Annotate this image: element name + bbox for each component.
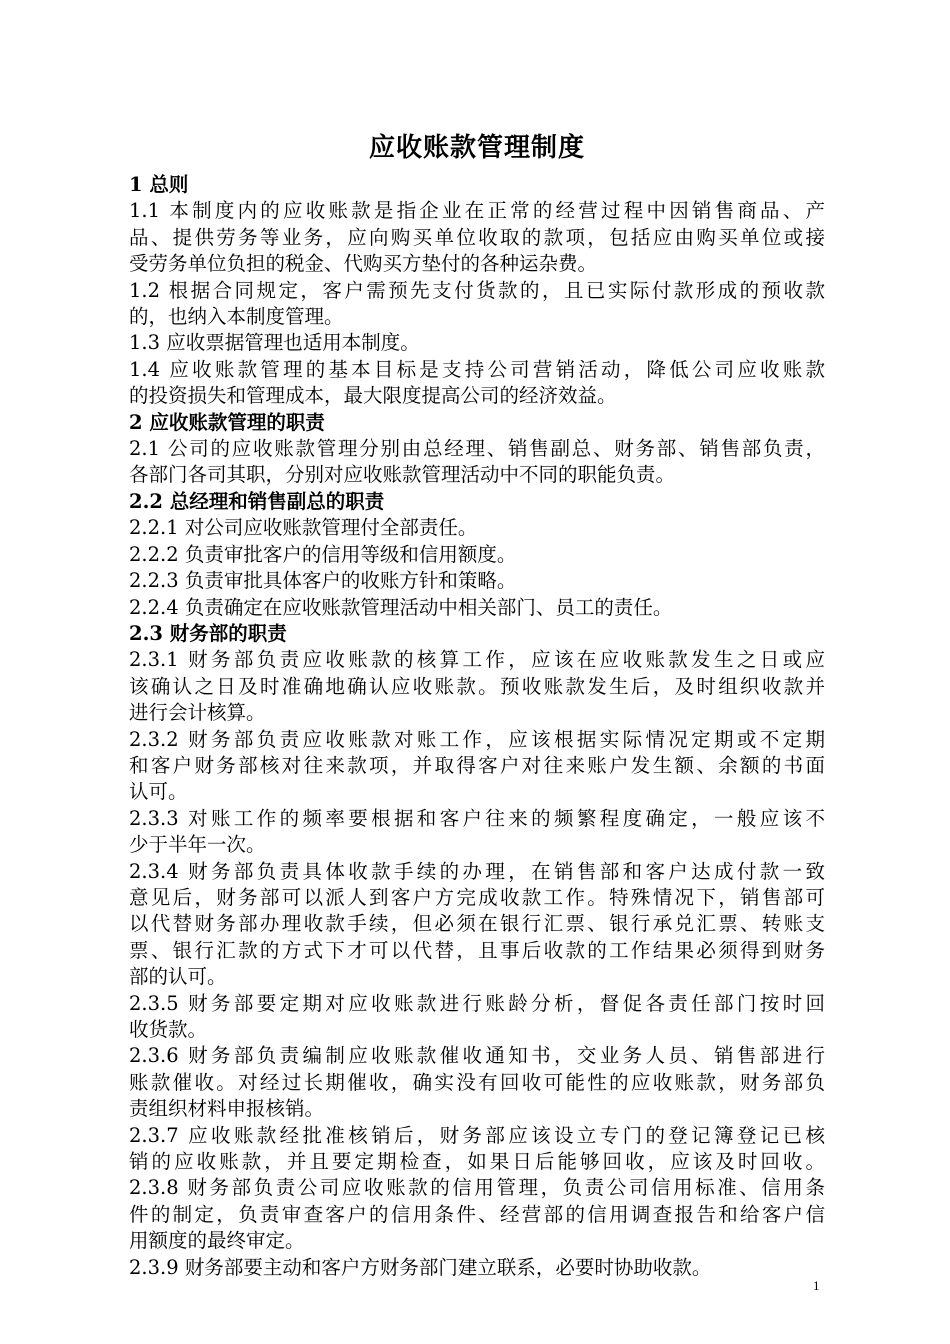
paragraph-line: 该确认之日及时准确地确认应收账款。预收账款发生后，及时组织收款并 [129, 674, 825, 698]
page-number: 1 [813, 1278, 820, 1293]
paragraph-line: 责组织材料申报核销。 [129, 1097, 325, 1121]
paragraph-line: 受劳务单位负担的税金、代购买方垫付的各种运杂费。 [129, 252, 598, 276]
paragraph-line: 2.3.6 财务部负责编制应收账款催收通知书，交业务人员、销售部进行 [129, 1044, 825, 1068]
document-body [129, 172, 825, 1281]
paragraph-line: 账款催收。对经过长期催收，确实没有回收可能性的应收账款，财务部负 [129, 1070, 825, 1094]
paragraph-line: 2.3.3 对账工作的频率要根据和客户往来的频繁程度确定，一般应该不 [129, 806, 825, 830]
paragraph-line: 2.3.5 财务部要定期对应收账款进行账龄分析，督促各责任部门按时回 [129, 991, 825, 1015]
paragraph-line: 和客户财务部核对往来款项，并取得客户对往来账户发生额、余额的书面 [129, 753, 825, 777]
paragraph-line: 件的制定，负责审查客户的信用条件、经营部的信用调查报告和给客户信 [129, 1202, 825, 1226]
paragraph-line: 2.2.3 负责审批具体客户的收账方针和策略。 [129, 569, 517, 593]
paragraph-line: 2.3.8 财务部负责公司应收账款的信用管理，负责公司信用标准、信用条 [129, 1176, 825, 1200]
paragraph-line: 2.2.1 对公司应收账款管理付全部责任。 [129, 516, 478, 540]
paragraph-line: 意见后，财务部可以派人到客户方完成收款工作。特殊情况下，销售部可 [129, 885, 825, 909]
section-heading: 2.2 总经理和销售副总的职责 [129, 489, 385, 513]
paragraph-line: 认可。 [129, 780, 188, 804]
paragraph-line: 的，也纳入本制度管理。 [129, 305, 344, 329]
paragraph-line: 收货款。 [129, 1018, 208, 1041]
paragraph-line: 2.3.7 应收账款经批准核销后，财务部应该设立专门的登记簿登记已核 [129, 1123, 825, 1147]
paragraph-line: 少于半年一次。 [129, 833, 266, 857]
section-heading: 1 总则 [129, 173, 189, 196]
paragraph-line: 2.3.1 财务部负责应收账款的核算工作，应该在应收账款发生之日或应 [129, 648, 825, 672]
paragraph-line: 2.3.4 财务部负责具体收款手续的办理，在销售部和客户达成付款一致 [129, 859, 825, 883]
paragraph-line: 以代替财务部办理收款手续，但必须在银行汇票、银行承兑汇票、转账支 [129, 912, 825, 936]
paragraph-line: 的投资损失和管理成本，最大限度提高公司的经济效益。 [129, 384, 617, 408]
paragraph-line: 各部门各司其职，分别对应收账款管理活动中不同的职能负责。 [129, 463, 676, 487]
paragraph-line: 1.4 应收账款管理的基本目标是支持公司营销活动，降低公司应收账款 [129, 357, 825, 381]
paragraph-line: 票、银行汇款的方式下才可以代替，且事后收款的工作结果必须得到财务 [129, 938, 825, 962]
paragraph-line: 用额度的最终审定。 [129, 1229, 305, 1253]
paragraph-line: 2.1 公司的应收账款管理分别由总经理、销售副总、财务部、销售部负责， [129, 437, 825, 461]
paragraph-line: 部的认可。 [129, 965, 227, 989]
section-heading: 2.3 财务部的职责 [129, 621, 287, 645]
paragraph-line: 销的应收账款，并且要定期检查，如果日后能够回收，应该及时回收。 [129, 1150, 825, 1174]
document-title: 应收账款管理制度 [368, 133, 585, 163]
paragraph-line: 2.3.9 财务部要主动和客户方财务部门建立联系，必要时协助收款。 [129, 1255, 712, 1279]
paragraph-line: 2.3.2 财务部负责应收账款对账工作，应该根据实际情况定期或不定期 [129, 727, 825, 751]
paragraph-line: 1.3 应收票据管理也适用本制度。 [129, 331, 420, 355]
paragraph-line: 2.2.2 负责审批客户的信用等级和信用额度。 [129, 542, 517, 566]
document-page [129, 128, 825, 1281]
paragraph-line: 进行会计核算。 [129, 701, 266, 725]
paragraph-line: 品、提供劳务等业务，应向购买单位收取的款项，包括应由购买单位或接 [129, 225, 825, 249]
paragraph-line: 1.1 本制度内的应收账款是指企业在正常的经营过程中因销售商品、产 [129, 199, 825, 223]
section-heading: 2 应收账款管理的职责 [129, 410, 325, 434]
paragraph-line: 2.2.4 负责确定在应收账款管理活动中相关部门、员工的责任。 [129, 595, 673, 619]
paragraph-line: 1.2 根据合同规定，客户需预先支付货款的，且已实际付款形成的预收款 [129, 278, 825, 302]
